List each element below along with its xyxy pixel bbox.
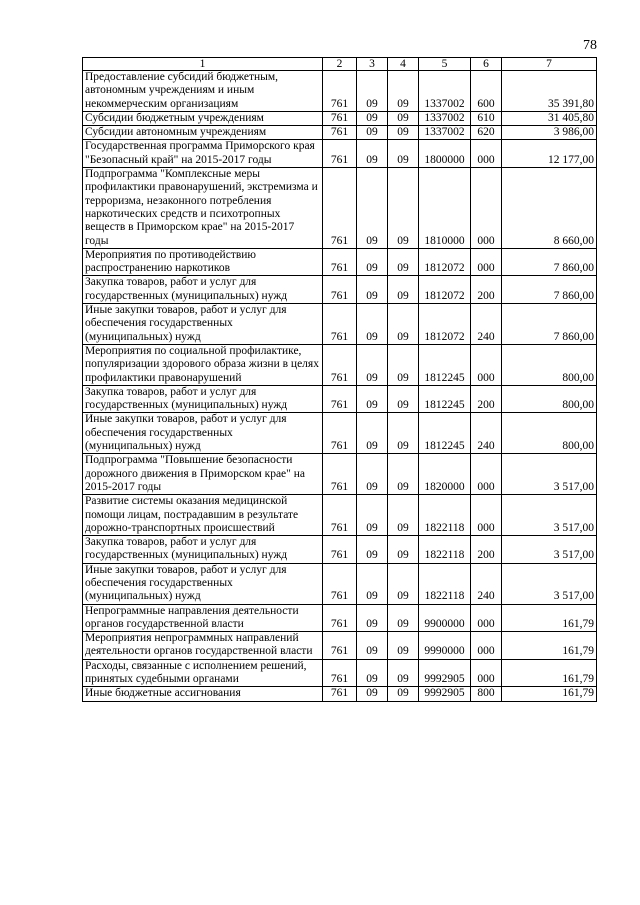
row-col-3: 09 [357, 248, 388, 276]
row-col-3: 09 [357, 385, 388, 413]
row-col-4: 09 [388, 71, 419, 112]
header-col-6: 6 [471, 58, 502, 71]
row-col-2: 761 [323, 168, 357, 249]
table-row [83, 604, 597, 632]
table-row [83, 248, 597, 276]
row-col-2: 761 [323, 563, 357, 604]
row-col-4: 09 [388, 126, 419, 140]
row-col-2: 761 [323, 385, 357, 413]
row-name: Закупка товаров, работ и услуг для государственных (муниципальных) нужд [83, 536, 323, 564]
row-name: Закупка товаров, работ и услуг для государственных (муниципальных) нужд [83, 276, 323, 304]
row-col-4: 09 [388, 413, 419, 454]
row-col-3: 09 [357, 563, 388, 604]
row-col-5: 1812072 [419, 276, 471, 304]
row-col-5: 1337002 [419, 126, 471, 140]
row-col-3: 09 [357, 659, 388, 687]
row-col-3: 09 [357, 536, 388, 564]
row-name: Предоставление субсидий бюджетным, автономным учреждениям и иным некоммерческим организациям [83, 71, 323, 112]
row-amount: 161,79 [502, 604, 597, 632]
row-col-2: 761 [323, 413, 357, 454]
table-row [83, 168, 597, 249]
row-col-6: 000 [471, 140, 502, 168]
row-col-2: 761 [323, 632, 357, 660]
row-col-4: 09 [388, 140, 419, 168]
row-col-6: 240 [471, 304, 502, 345]
row-col-5: 1812072 [419, 304, 471, 345]
header-col-4: 4 [388, 58, 419, 71]
row-amount: 161,79 [502, 632, 597, 660]
table-row [83, 687, 597, 701]
row-col-3: 09 [357, 604, 388, 632]
row-col-6: 000 [471, 454, 502, 495]
row-amount: 7 860,00 [502, 304, 597, 345]
row-name: Подпрограмма "Повышение безопасности дорожного движения в Приморском крае" на 2015-2017 годы [83, 454, 323, 495]
row-col-5: 1822118 [419, 563, 471, 604]
row-col-4: 09 [388, 604, 419, 632]
row-col-6: 000 [471, 248, 502, 276]
row-col-6: 620 [471, 126, 502, 140]
row-col-5: 1812245 [419, 385, 471, 413]
row-amount: 12 177,00 [502, 140, 597, 168]
row-col-5: 1812245 [419, 413, 471, 454]
row-amount: 3 517,00 [502, 454, 597, 495]
row-name: Иные закупки товаров, работ и услуг для обеспечения государственных (муниципальных) нужд [83, 413, 323, 454]
header-col-5: 5 [419, 58, 471, 71]
table-row [83, 563, 597, 604]
row-amount: 3 517,00 [502, 563, 597, 604]
row-col-5: 9992905 [419, 659, 471, 687]
row-amount: 35 391,80 [502, 71, 597, 112]
row-amount: 7 860,00 [502, 248, 597, 276]
row-col-5: 9990000 [419, 632, 471, 660]
row-col-4: 09 [388, 304, 419, 345]
row-name: Иные закупки товаров, работ и услуг для обеспечения государственных (муниципальных) нужд [83, 304, 323, 345]
row-name: Государственная программа Приморского края "Безопасный край" на 2015-2017 годы [83, 140, 323, 168]
row-name: Подпрограмма "Комплексные меры профилактики правонарушений, экстремизма и терроризма, незаконного потребления наркотических средств и психотропных веществ в Приморском крае" на 2015-2017 годы [83, 168, 323, 249]
row-name: Закупка товаров, работ и услуг для государственных (муниципальных) нужд [83, 385, 323, 413]
row-col-6: 240 [471, 413, 502, 454]
row-col-3: 09 [357, 126, 388, 140]
row-col-6: 000 [471, 168, 502, 249]
row-name: Мероприятия по социальной профилактике, популяризации здорового образа жизни в целях профилактики правонарушений [83, 344, 323, 385]
row-col-2: 761 [323, 111, 357, 125]
header-col-1: 1 [83, 58, 323, 71]
row-col-4: 09 [388, 248, 419, 276]
row-col-6: 200 [471, 385, 502, 413]
row-col-6: 200 [471, 276, 502, 304]
table-row [83, 659, 597, 687]
row-col-6: 200 [471, 536, 502, 564]
row-col-3: 09 [357, 140, 388, 168]
row-name: Иные бюджетные ассигнования [83, 687, 323, 701]
row-col-2: 761 [323, 536, 357, 564]
row-amount: 3 986,00 [502, 126, 597, 140]
row-col-2: 761 [323, 604, 357, 632]
row-col-4: 09 [388, 563, 419, 604]
row-col-5: 1337002 [419, 111, 471, 125]
row-col-4: 09 [388, 536, 419, 564]
table-row [83, 454, 597, 495]
table-row [83, 632, 597, 660]
row-amount: 161,79 [502, 659, 597, 687]
row-col-5: 1812245 [419, 344, 471, 385]
row-col-3: 09 [357, 168, 388, 249]
row-col-4: 09 [388, 659, 419, 687]
row-col-5: 1822118 [419, 536, 471, 564]
row-col-2: 761 [323, 454, 357, 495]
row-col-4: 09 [388, 276, 419, 304]
row-col-4: 09 [388, 687, 419, 701]
table-row [83, 413, 597, 454]
row-col-4: 09 [388, 495, 419, 536]
row-amount: 3 517,00 [502, 536, 597, 564]
page-number: 78 [583, 38, 597, 53]
row-col-5: 9992905 [419, 687, 471, 701]
row-name: Иные закупки товаров, работ и услуг для обеспечения государственных (муниципальных) нужд [83, 563, 323, 604]
row-col-5: 1337002 [419, 71, 471, 112]
row-col-5: 1820000 [419, 454, 471, 495]
table-row [83, 276, 597, 304]
row-name: Непрограммные направления деятельности органов государственной власти [83, 604, 323, 632]
row-col-4: 09 [388, 344, 419, 385]
row-col-6: 610 [471, 111, 502, 125]
row-amount: 31 405,80 [502, 111, 597, 125]
row-col-4: 09 [388, 385, 419, 413]
row-col-6: 000 [471, 344, 502, 385]
row-col-6: 240 [471, 563, 502, 604]
row-amount: 3 517,00 [502, 495, 597, 536]
table-row [83, 71, 597, 112]
row-col-2: 761 [323, 126, 357, 140]
row-col-2: 761 [323, 71, 357, 112]
row-amount: 800,00 [502, 413, 597, 454]
row-col-5: 1812072 [419, 248, 471, 276]
row-col-3: 09 [357, 111, 388, 125]
row-col-3: 09 [357, 276, 388, 304]
row-amount: 8 660,00 [502, 168, 597, 249]
row-col-2: 761 [323, 344, 357, 385]
row-name: Расходы, связанные с исполнением решений, принятых судебными органами [83, 659, 323, 687]
row-name: Мероприятия по противодействию распространению наркотиков [83, 248, 323, 276]
row-col-3: 09 [357, 495, 388, 536]
row-col-6: 000 [471, 495, 502, 536]
header-col-3: 3 [357, 58, 388, 71]
table-row [83, 126, 597, 140]
row-col-4: 09 [388, 454, 419, 495]
table-row [83, 140, 597, 168]
row-col-6: 800 [471, 687, 502, 701]
header-col-7: 7 [502, 58, 597, 71]
row-name: Субсидии бюджетным учреждениям [83, 111, 323, 125]
row-col-6: 000 [471, 659, 502, 687]
budget-table [82, 57, 597, 702]
table-row [83, 344, 597, 385]
row-name: Мероприятия непрограммных направлений деятельности органов государственной власти [83, 632, 323, 660]
row-col-6: 000 [471, 604, 502, 632]
row-col-2: 761 [323, 248, 357, 276]
row-col-2: 761 [323, 495, 357, 536]
row-amount: 7 860,00 [502, 276, 597, 304]
row-amount: 800,00 [502, 385, 597, 413]
row-col-5: 1800000 [419, 140, 471, 168]
row-col-3: 09 [357, 413, 388, 454]
table-row [83, 385, 597, 413]
row-col-2: 761 [323, 304, 357, 345]
row-col-3: 09 [357, 632, 388, 660]
row-name: Развитие системы оказания медицинской помощи лицам, пострадавшим в результате дорожно-транспортных происшествий [83, 495, 323, 536]
table-row [83, 111, 597, 125]
row-col-4: 09 [388, 632, 419, 660]
header-row [83, 58, 597, 71]
row-col-3: 09 [357, 71, 388, 112]
row-col-5: 9900000 [419, 604, 471, 632]
row-col-4: 09 [388, 168, 419, 249]
row-amount: 800,00 [502, 344, 597, 385]
row-col-6: 600 [471, 71, 502, 112]
row-amount: 161,79 [502, 687, 597, 701]
row-col-5: 1822118 [419, 495, 471, 536]
row-col-2: 761 [323, 140, 357, 168]
row-name: Субсидии автономным учреждениям [83, 126, 323, 140]
table-row [83, 536, 597, 564]
row-col-3: 09 [357, 344, 388, 385]
row-col-2: 761 [323, 659, 357, 687]
row-col-4: 09 [388, 111, 419, 125]
row-col-3: 09 [357, 687, 388, 701]
row-col-3: 09 [357, 454, 388, 495]
row-col-6: 000 [471, 632, 502, 660]
row-col-2: 761 [323, 687, 357, 701]
table-row [83, 304, 597, 345]
row-col-2: 761 [323, 276, 357, 304]
header-col-2: 2 [323, 58, 357, 71]
row-col-3: 09 [357, 304, 388, 345]
table-row [83, 495, 597, 536]
row-col-5: 1810000 [419, 168, 471, 249]
